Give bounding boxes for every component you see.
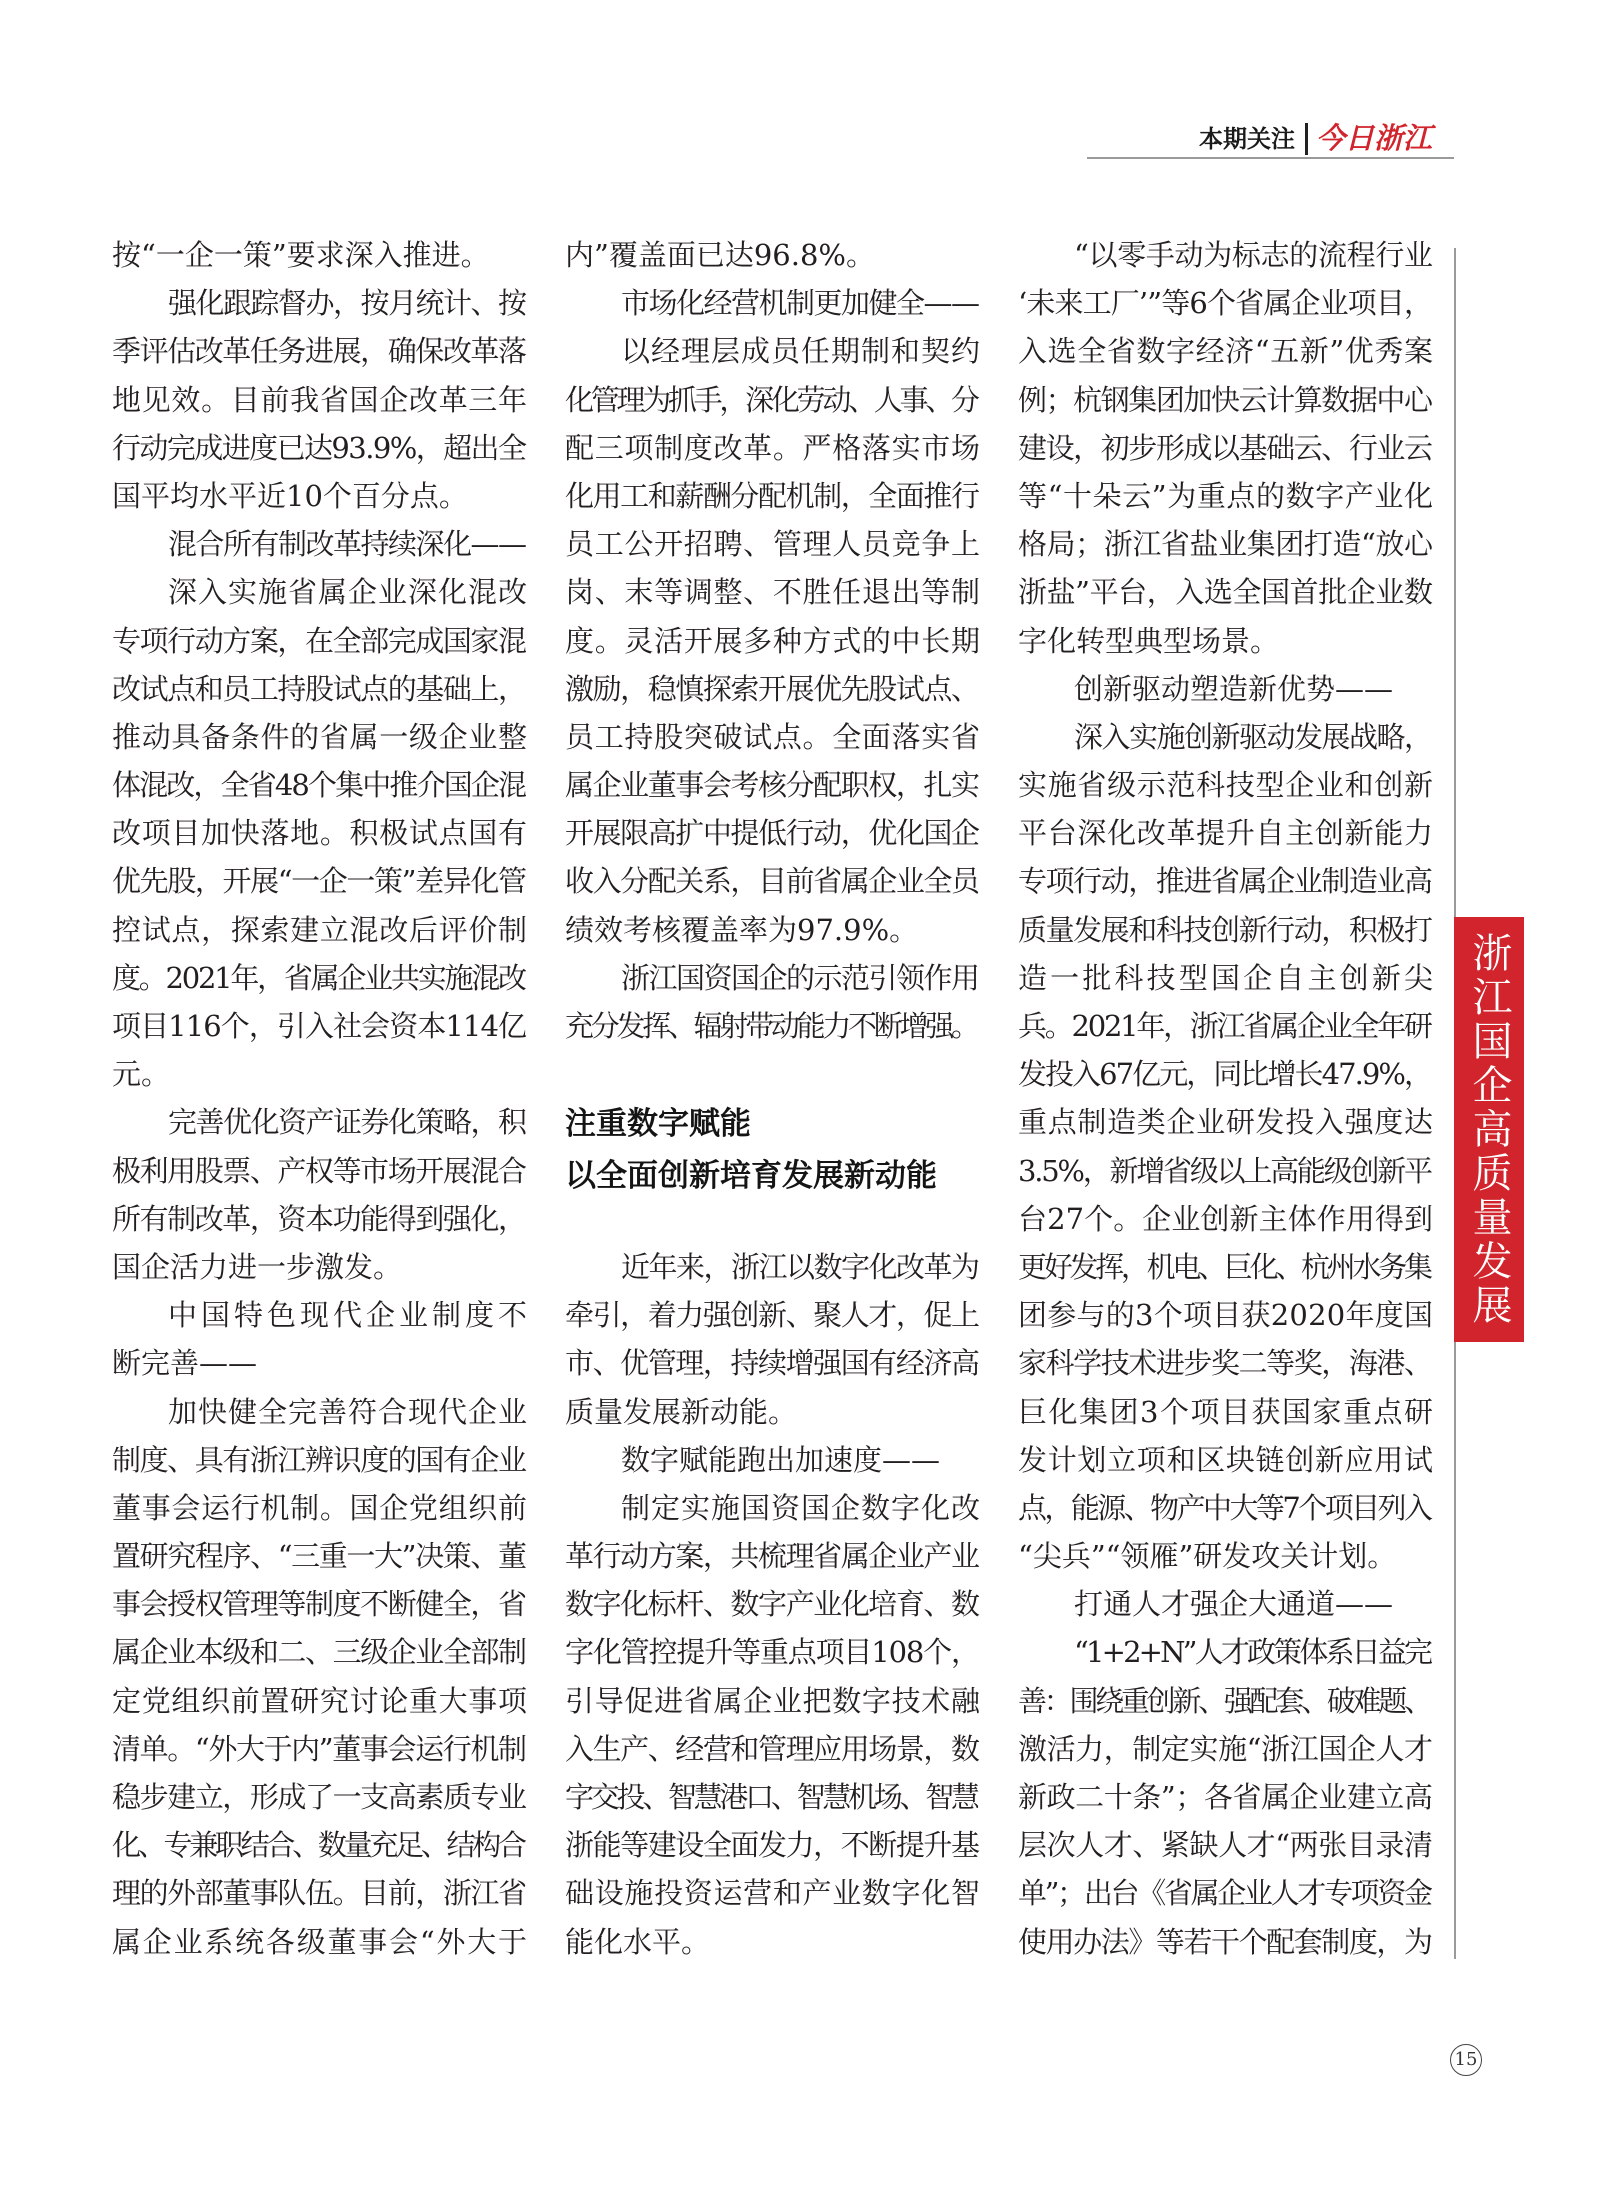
text-line-content: 引导促进省属企业把数字技术融 <box>565 1683 981 1718</box>
text-line-content: 度。灵活开展多种方式的中长期 <box>565 623 981 658</box>
text-line-content: 入生产、经营和管理应用场景，数 <box>565 1731 979 1766</box>
text-line-content: 断完善—— <box>112 1346 258 1381</box>
text-line-content: 体混改，全省48个集中推介国企混 <box>112 768 526 803</box>
text-line <box>1018 1918 1433 1966</box>
text-line-content: 绩效考核覆盖率为97.9%。 <box>565 912 919 947</box>
text-line-content: 行动完成进度已达93.9%，超出全 <box>112 430 526 465</box>
text-line <box>565 1628 980 1676</box>
text-line-content: 点，能源、物产中大等7个项目列入 <box>1018 1490 1431 1525</box>
side-section-tab <box>1454 917 1524 1342</box>
text-line-content: 实施省级示范科技型企业和创新 <box>1018 768 1434 803</box>
text-line-content: 理的外部董事队伍。目前，浙江省 <box>112 1876 526 1911</box>
text-line-content: 度。2021年，省属企业共实施混改 <box>112 960 525 995</box>
text-line-content: 改项目加快落地。积极试点国有 <box>112 816 528 851</box>
text-line <box>1018 1484 1433 1532</box>
text-line-content: 极利用股票、产权等市场开展混合 <box>112 1153 526 1188</box>
text-line-content: 按“一企一策”要求深入推进。 <box>112 238 490 272</box>
text-line-content: 能化水平。 <box>565 1924 711 1959</box>
text-line <box>1018 617 1433 665</box>
text-line-content: 新政二十条”；各省属企业建立高 <box>1018 1780 1433 1814</box>
text-line-content: 化用工和薪酬分配机制，全面推行 <box>565 478 979 513</box>
text-line <box>565 520 980 568</box>
text-line-content: 强化跟踪督办，按月统计、按 <box>168 286 526 321</box>
text-line-content: 台27个。企业创新主体作用得到 <box>1018 1201 1434 1236</box>
text-line <box>1018 1677 1433 1725</box>
section-label: 本期关注 <box>1199 125 1295 153</box>
text-line <box>112 665 527 713</box>
text-line-content: 专项行动方案，在全部完成国家混 <box>112 623 526 658</box>
text-line-content: 近年来，浙江以数字化改革为 <box>621 1249 979 1284</box>
text-line <box>565 1436 980 1484</box>
text-line <box>1018 1147 1433 1195</box>
text-line <box>1018 713 1433 761</box>
text-line <box>565 954 980 1002</box>
text-line <box>112 617 527 665</box>
paragraph <box>565 279 980 327</box>
text-line <box>112 1147 527 1195</box>
text-line <box>112 809 527 857</box>
text-line-content: 季评估改革任务进展，确保改革落 <box>112 334 526 369</box>
text-column-2 <box>565 231 980 1966</box>
text-line-content: 家科学技术进步奖二等奖，海港、 <box>1018 1346 1432 1381</box>
text-line-content: 激励，稳慎探索开展优先股试点、 <box>565 671 979 706</box>
paragraph <box>112 279 527 520</box>
text-line-content: 混合所有制改革持续深化—— <box>168 527 526 562</box>
text-line-content: 中国特色现代企业制度不 <box>168 1298 531 1333</box>
text-line-content: 收入分配关系，目前省属企业全员 <box>565 864 979 899</box>
text-line-content: 充分发挥、辐射带动能力不断增强。 <box>565 1009 977 1043</box>
text-line <box>1018 761 1433 809</box>
text-line <box>565 1821 980 1869</box>
magazine-logo: 今日浙江 <box>1316 121 1433 155</box>
text-line <box>565 809 980 857</box>
text-line <box>1018 1098 1433 1146</box>
text-line <box>1018 472 1433 520</box>
text-line <box>112 1291 531 1339</box>
text-column-3 <box>1018 231 1437 1966</box>
paragraph <box>1018 1580 1433 1628</box>
text-line <box>112 1050 527 1098</box>
text-line <box>112 1821 527 1869</box>
text-line-content: 创新驱动塑造新优势—— <box>1074 671 1394 706</box>
text-line-content: 员工持股突破试点。全面落实省 <box>565 719 981 754</box>
text-line <box>565 1484 980 1532</box>
text-line <box>112 1436 527 1484</box>
text-line <box>1018 279 1433 327</box>
text-line-content: 属企业系统各级董事会“外大于 <box>112 1924 529 1959</box>
text-line <box>1018 1195 1433 1243</box>
text-line <box>112 1002 527 1050</box>
text-line <box>565 472 980 520</box>
paragraph <box>1018 231 1433 665</box>
text-line-content: 等“十朵云”为重点的数字产业化 <box>1018 478 1434 513</box>
header-rule <box>1087 157 1454 159</box>
text-line <box>565 1725 980 1773</box>
text-line-content: 深入实施创新驱动发展战略， <box>1074 719 1432 754</box>
text-line <box>565 231 980 279</box>
text-line <box>112 1677 527 1725</box>
text-line <box>565 376 980 424</box>
text-line-content: 例；杭钢集团加快云计算数据中心 <box>1018 382 1432 417</box>
text-line <box>112 713 527 761</box>
text-line-content: 造一批科技型国企自主创新尖 <box>1018 960 1437 995</box>
text-line-content: 字交投、智慧港口、智慧机场、智慧 <box>565 1780 977 1815</box>
text-line-content: 发计划立项和区块链创新应用试 <box>1018 1442 1434 1477</box>
text-line <box>1018 1869 1433 1917</box>
text-line-content: 格局；浙江省盐业集团打造“放心 <box>1018 527 1433 562</box>
text-line <box>112 857 527 905</box>
text-line-content: 开展限高扩中提低行动，优化国企 <box>565 816 979 851</box>
text-line-content: 地见效。目前我省国企改革三年 <box>112 382 528 417</box>
text-line-content: 属企业本级和二、三级企业全部制 <box>112 1635 526 1670</box>
text-line <box>565 279 980 327</box>
text-line <box>1018 1436 1433 1484</box>
text-line-content: 激活力，制定实施“浙江国企人才 <box>1018 1731 1433 1766</box>
text-line-content: 3.5%，新增省级以上高能级创新平 <box>1018 1153 1431 1188</box>
heading-line: 注重数字赋能 <box>565 1106 751 1143</box>
text-line <box>112 954 527 1002</box>
text-line <box>112 1773 527 1821</box>
paragraph <box>565 954 980 1050</box>
text-line-content: 打通人才强企大通道—— <box>1074 1587 1394 1622</box>
text-line <box>112 1869 527 1917</box>
text-line-content: 事会授权管理等制度不断健全，省 <box>112 1587 526 1622</box>
text-line <box>1018 857 1433 905</box>
text-line <box>1018 1628 1433 1676</box>
text-line <box>112 376 527 424</box>
text-line-content: 平台深化改革提升自主创新能力 <box>1018 816 1434 851</box>
text-line-content: “尖兵”“领雁”研发攻关计划。 <box>1018 1539 1397 1574</box>
text-line-content: 数字赋能跑出加速度—— <box>621 1442 941 1477</box>
text-line-content: 定党组织前置研究讨论重大事项 <box>112 1683 528 1718</box>
text-line <box>1018 954 1437 1002</box>
text-line <box>565 1580 980 1628</box>
text-line <box>1018 1050 1433 1098</box>
text-line-content: 善：围绕重创新、强配套、破难题、 <box>1018 1683 1430 1718</box>
paragraph <box>565 327 980 953</box>
text-line <box>1018 906 1433 954</box>
text-line-content: 团参与的3个项目获2020年度国 <box>1018 1298 1434 1333</box>
text-line <box>1018 424 1433 472</box>
section-heading <box>565 1050 980 1243</box>
paragraph <box>112 520 527 568</box>
text-line-content: 数字化标杆、数字产业化培育、数 <box>565 1587 979 1622</box>
text-line <box>1018 568 1433 616</box>
text-line <box>565 1243 980 1291</box>
text-line-content: 质量发展新动能。 <box>565 1394 798 1429</box>
text-line <box>1018 1339 1433 1387</box>
text-line-content: 完善优化资产证券化策略，积 <box>168 1105 526 1140</box>
text-line-content: 浙江国资国企的示范引领作用 <box>621 960 979 995</box>
text-line <box>1018 1243 1433 1291</box>
text-line <box>112 1388 527 1436</box>
text-line-content: 使用办法》等若干个配套制度，为 <box>1018 1924 1432 1959</box>
paragraph <box>112 231 527 279</box>
text-line-content: 字化转型典型场景。 <box>1018 623 1280 658</box>
text-line-content: 牵引，着力强创新、聚人才，促上 <box>565 1298 979 1333</box>
text-line <box>112 1725 527 1773</box>
paragraph <box>112 1291 531 1387</box>
text-line <box>565 1869 980 1917</box>
text-line-content: 入选全省数字经济“五新”优秀案 <box>1018 334 1434 369</box>
text-line-content: 岗、末等调整、不胜任退出等制 <box>565 575 981 610</box>
text-line-content: 制定实施国资国企数字化改 <box>621 1490 981 1525</box>
text-line <box>112 1918 527 1966</box>
text-line-content: 发投入67亿元，同比增长47.9%， <box>1018 1057 1432 1092</box>
text-line-content: 层次人才、紧缺人才“两张目录清 <box>1018 1828 1433 1863</box>
text-line <box>565 761 980 809</box>
text-line-content: 董事会运行机制。国企党组织前 <box>112 1490 528 1525</box>
paragraph <box>565 1243 980 1436</box>
text-line-content: 浙盐”平台，入选全国首批企业数 <box>1018 575 1433 610</box>
paragraph <box>565 1484 980 1966</box>
text-line-content: “1+2+N”人才政策体系日益完 <box>1074 1635 1431 1670</box>
text-line <box>565 1532 980 1580</box>
text-line <box>565 713 980 761</box>
text-line-content: 重点制造类企业研发投入强度达 <box>1018 1105 1434 1140</box>
text-line <box>112 327 527 375</box>
text-line <box>565 1339 980 1387</box>
text-line <box>565 1918 980 1966</box>
text-line-content: 化管理为抓手，深化劳动、人事、分 <box>565 382 977 417</box>
text-line-content: 以经理层成员任期制和契约 <box>621 334 981 369</box>
text-line-content: 巨化集团3个项目获国家重点研 <box>1018 1394 1435 1429</box>
text-line <box>1018 231 1433 279</box>
text-line-content: 推动具备条件的省属一级企业整 <box>112 719 528 754</box>
text-line-content: 制度、具有浙江辨识度的国有企业 <box>112 1442 526 1477</box>
text-column-1 <box>112 231 531 1966</box>
text-line <box>112 279 527 327</box>
paragraph <box>112 1388 527 1966</box>
text-line-content: 质量发展和科技创新行动，积极打 <box>1018 912 1432 947</box>
text-line-content: “以零手动为标志的流程行业 <box>1074 238 1433 272</box>
text-line <box>565 906 980 954</box>
text-line <box>1018 1821 1433 1869</box>
paragraph <box>565 231 980 279</box>
text-line <box>112 1339 527 1387</box>
text-line <box>1018 1002 1433 1050</box>
text-line-content: 兵。2021年，浙江省属企业全年研 <box>1018 1009 1431 1043</box>
header-divider <box>1305 123 1308 155</box>
text-line <box>112 568 527 616</box>
text-line <box>112 906 527 954</box>
text-line-content: 清单。“外大于内”董事会运行机制 <box>112 1731 526 1766</box>
text-line <box>112 1532 527 1580</box>
text-line-content: 所有制改革，资本功能得到强化， <box>112 1201 526 1236</box>
text-line <box>112 472 527 520</box>
text-line-content: 深入实施省属企业深化混改 <box>168 575 528 610</box>
text-line-content: 员工公开招聘、管理人员竞争上 <box>565 527 981 562</box>
text-line <box>112 1195 527 1243</box>
text-line-content: 单”；出台《省属企业人才专项资金 <box>1018 1876 1431 1911</box>
text-line <box>1018 520 1433 568</box>
text-line <box>1018 1773 1433 1821</box>
text-line-content: 础设施投资运营和产业数字化智 <box>565 1876 981 1911</box>
text-line <box>1018 327 1433 375</box>
text-line-content: 改试点和员工持股试点的基础上， <box>112 671 526 706</box>
text-line-content: 属企业董事会考核分配职权，扎实 <box>565 768 979 803</box>
text-line-content: 国企活力进一步激发。 <box>112 1249 403 1284</box>
text-line <box>112 424 527 472</box>
text-line <box>1018 1291 1433 1339</box>
text-line-content: 国平均水平近10个百分点。 <box>112 478 468 513</box>
text-line-content: 建设，初步形成以基础云、行业云 <box>1018 430 1432 465</box>
text-line <box>112 520 527 568</box>
text-line-content: 项目116个，引入社会资本114亿 <box>112 1009 527 1043</box>
paragraph <box>565 1436 980 1484</box>
paragraph <box>112 1098 527 1291</box>
text-line-content: 优先股，开展“一企一策”差异化管 <box>112 864 526 899</box>
text-line-content: 控试点，探索建立混改后评价制 <box>112 912 528 947</box>
text-line <box>112 1628 527 1676</box>
paragraph <box>1018 1628 1433 1965</box>
text-line <box>565 1677 980 1725</box>
text-line <box>565 665 980 713</box>
text-line <box>565 857 980 905</box>
text-line <box>112 761 527 809</box>
text-line <box>1018 1388 1433 1436</box>
text-line-content: 置研究程序、“三重一大”决策、董 <box>112 1539 526 1574</box>
text-line <box>565 327 980 375</box>
text-line-content: 字化管控提升等重点项目108个， <box>565 1635 979 1670</box>
text-line-content: 元。 <box>112 1057 171 1092</box>
text-line <box>565 424 980 472</box>
text-line-content: 内”覆盖面已达96.8%。 <box>565 238 875 272</box>
side-tab-label: 浙江国企高质量发展 <box>1466 931 1512 1328</box>
text-line-content: 市、优管理，持续增强国有经济高 <box>565 1346 979 1381</box>
text-line <box>565 617 980 665</box>
text-line <box>112 231 527 279</box>
text-line-content: 市场化经营机制更加健全—— <box>621 286 979 321</box>
text-line-content: 专项行动，推进省属企业制造业高 <box>1018 864 1432 899</box>
text-line <box>565 1291 980 1339</box>
text-line <box>112 1243 527 1291</box>
text-line-content: 浙能等建设全面发力，不断提升基 <box>565 1828 979 1863</box>
text-line <box>112 1580 527 1628</box>
text-line <box>565 1388 980 1436</box>
text-line <box>1018 809 1433 857</box>
text-line <box>565 568 980 616</box>
text-line <box>565 1002 980 1050</box>
text-line <box>112 1484 527 1532</box>
paragraph <box>112 568 527 1098</box>
text-line <box>565 1773 980 1821</box>
text-line-content: ‘未来工厂’”等6个省属企业项目， <box>1018 286 1433 321</box>
text-line-content: 革行动方案，共梳理省属企业产业 <box>565 1539 979 1574</box>
paragraph <box>1018 665 1433 713</box>
text-line <box>1018 665 1433 713</box>
text-line-content: 配三项制度改革。严格落实市场 <box>565 430 981 465</box>
text-line <box>1018 1532 1433 1580</box>
text-line-content: 化、专兼职结合、数量充足、结构合 <box>112 1828 524 1863</box>
heading-line: 以全面创新培育发展新动能 <box>565 1158 937 1195</box>
text-line <box>1018 376 1433 424</box>
text-line <box>1018 1580 1433 1628</box>
text-line-content: 更好发挥，机电、巨化、杭州水务集 <box>1018 1249 1430 1284</box>
text-line-content: 加快健全完善符合现代企业 <box>168 1394 528 1429</box>
text-line <box>112 1098 527 1146</box>
text-line <box>1018 1725 1433 1773</box>
text-line-content: 稳步建立，形成了一支高素质专业 <box>112 1780 526 1814</box>
paragraph <box>1018 713 1437 1580</box>
page-number: 15 <box>1450 2044 1482 2076</box>
